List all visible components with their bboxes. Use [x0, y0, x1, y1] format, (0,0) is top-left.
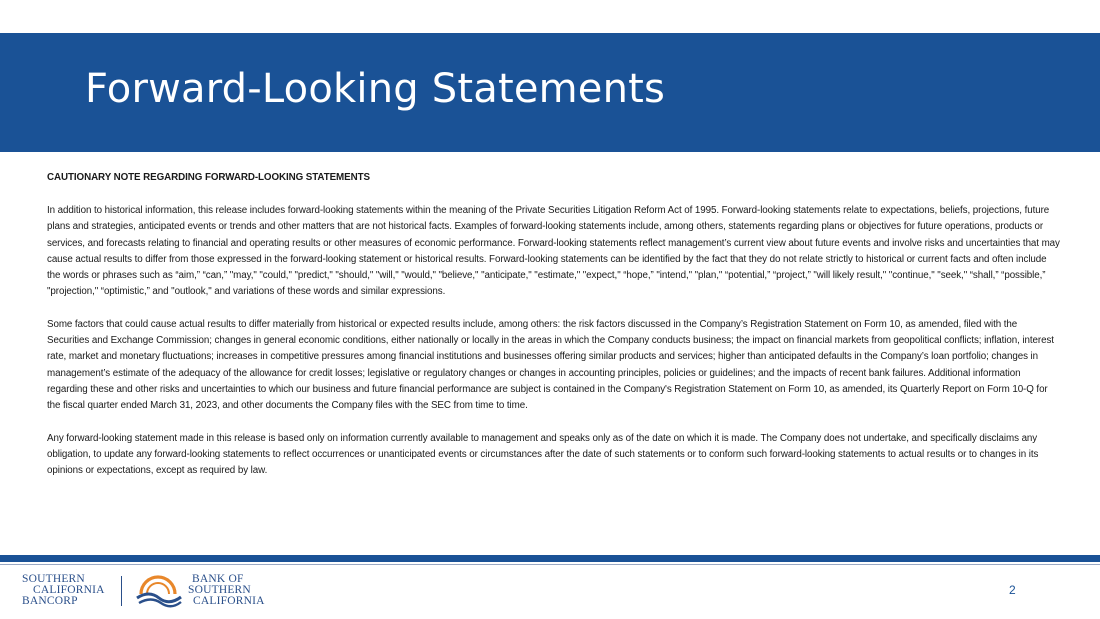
logo-divider: [121, 576, 122, 606]
bank-of-southern-california-logo: [135, 574, 275, 608]
page-number: 2: [1009, 583, 1016, 597]
slide-title: Forward-Looking Statements: [85, 66, 666, 112]
paragraph-intro: In addition to historical information, this release includes forward-looking statements within the meaning of the Private Securities Litigation Reform Act of 1995. Forward-looking statements relate to expectations, beliefs, projections, future plans and strategies, anticipated events or trends and other matters that are not historical facts. Examples of forward-looking statements include, among others, statements regarding plans or objectives for future operations, products or services, and forecasts relating to financial and operating results or other measures of economic performance. Forward-looking statements reflect management’s current view about future events and involve risks and uncertainties that may cause actual results to differ from those expressed in the forward-looking statement or historical results. Forward-looking statements can be identified by the fact that they do not relate strictly to historical or current facts and often include the words or phrases such as “aim,” “can,” "may," "could," "predict," "should," "will," "would," "believe," "anticipate," "estimate," "expect," “hope,” "intend," "plan," “potential,” “project,” "will likely result," "continue," "seek," “shall,” “possible,” "projection," “optimistic,” and "outlook," and variations of these words and similar expressions.: [47, 205, 1060, 298]
logo-left-line-1: SOUTHERN: [22, 573, 85, 585]
sun-over-waves-logo-icon: [135, 574, 183, 608]
footer-rule-thin: [0, 564, 1100, 565]
paragraph-risk-factors: Some factors that could cause actual results to differ materially from historical or expected results include, among others: the risk factors discussed in the Company’s Registration Statement on Form 10, as amended, filed with the Securities and Exchange Commission; changes in general economic conditions, either nationally or locally in the areas in which the Company conducts business; the impact on financial markets from geopolitical conflicts; inflation, interest rate, market and monetary fluctuations; increases in competitive pressures among financial institutions and businesses offering similar products and services; higher than anticipated defaults in the Company’s loan portfolio; changes in management’s estimate of the adequacy of the allowance for credit losses; legislative or regulatory changes or changes in accounting principles, policies or guidelines; and the impacts of recent bank failures. Additional information regarding these and other risks and uncertainties to which our business and future financial performance are subject is contained in the Company's Registration Statement on Form 10, as amended, its Quarterly Report on Form 10-Q for the fiscal quarter ended March 31, 2023, and other documents the Company files with the SEC from time to time.: [47, 318, 1054, 411]
logo-right-line-1: BANK OF: [192, 573, 244, 585]
logo-left-line-3: BANCORP: [22, 595, 78, 607]
logo-left-line-2: CALIFORNIA: [33, 584, 105, 596]
section-heading: CAUTIONARY NOTE REGARDING FORWARD-LOOKING STATEMENTS: [47, 172, 370, 183]
paragraph-disclaimer: Any forward-looking statement made in this release is based only on information currently available to management and speaks only as of the date on which it is made. The Company does not undertake, and specifically disclaims any obligation, to update any forward-looking statements to reflect occurrences or unanticipated events or circumstances after the date of such statements or to conform such forward-looking statements to actual results or to changes in its opinions or expectations, except as required by law.: [47, 432, 1039, 477]
footer-rule: [0, 555, 1100, 562]
southern-california-bancorp-logo: [22, 574, 114, 608]
logo-right-text: [184, 574, 265, 606]
logo-right-line-3: CALIFORNIA: [193, 594, 265, 607]
logo-right-line-2: SOUTHERN: [188, 583, 251, 596]
slide-body: [47, 170, 1061, 496]
